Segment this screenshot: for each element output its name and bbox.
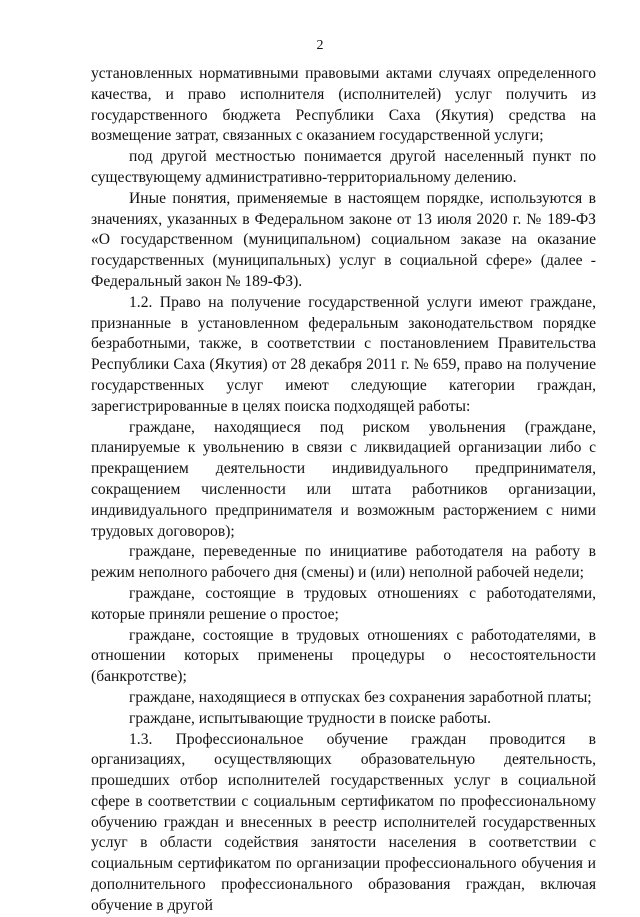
list-item-risk-of-dismissal: граждане, находящиеся под риском увольнения (граждане, планируемые к увольнению в связи с ликвидацией организации либо с прекращением деятельности индивидуального предпринимателя, сокращением численности или штата работников организации, индивидуального предпринимателя и возможным расторжением с ними трудовых договоров);: [91, 418, 596, 540]
list-item-bankruptcy: граждане, состоящие в трудовых отношениях с работодателями, в отношении которых применены процедуры о несостоятельности (банкротстве);: [91, 626, 596, 686]
paragraph-1-3: 1.3. Профессиональное обучение граждан проводится в организациях, осуществляющих образовательную деятельность, прошедших отбор исполнителей государственных услуг в социальной сфере в соответствии с социальным сертификатом по профессиональному обучению граждан и внесенных в реестр исполнителей государственных услуг в области содействия занятости населения в соответствии с социальным сертификатом по организации профессионального обучения и дополнительного профессионального образования граждан, включая обучение в другой: [91, 730, 596, 914]
document-body: [91, 64, 596, 917]
paragraph-other-locality: под другой местностью понимается другой населенный пункт по существующему административно-территориальному делению.: [91, 148, 596, 186]
paragraph-continuation: установленных нормативными правовыми актами случаях определенного качества, и право исполнителя (исполнителей) услуг получить из государственного бюджета Республики Саха (Якутия) средства на возмещение затрат, связанных с оказанием государственной услуги;: [91, 65, 596, 145]
paragraph-1-2: 1.2. Право на получение государственной услуги имеют граждане, признанные в установленном федеральным законодательством порядке безработными, также, в соответствии с постановлением Правительства Республики Саха (Якутия) от 28 декабря 2011 г. № 659, право на получение государственных услуг имеют следующие категории граждан, зарегистрированные в целях поиска подходящей работы:: [91, 293, 596, 415]
list-item-idle-time: граждане, состоящие в трудовых отношениях с работодателями, которые приняли решение о простое;: [91, 584, 596, 623]
list-item-part-time: граждане, переведенные по инициативе работодателя на работу в режим неполного рабочего дня (смены) и (или) неполной рабочей недели;: [91, 543, 596, 582]
list-item-unpaid-leave: граждане, находящиеся в отпусках без сохранения заработной платы;: [129, 688, 592, 706]
list-item-job-search-difficulty: граждане, испытывающие трудности в поиске работы.: [129, 709, 492, 727]
page-number: 2: [316, 38, 324, 53]
paragraph-other-terms: Иные понятия, применяемые в настоящем порядке, используются в значениях, указанных в Федеральном законе от 13 июля 2020 г. № 189-ФЗ «О государственном (муниципальном) социальном заказе на оказание государственных (муниципальных) услуг в социальной сфере» (далее - Федеральный закон № 189-ФЗ).: [91, 189, 596, 290]
